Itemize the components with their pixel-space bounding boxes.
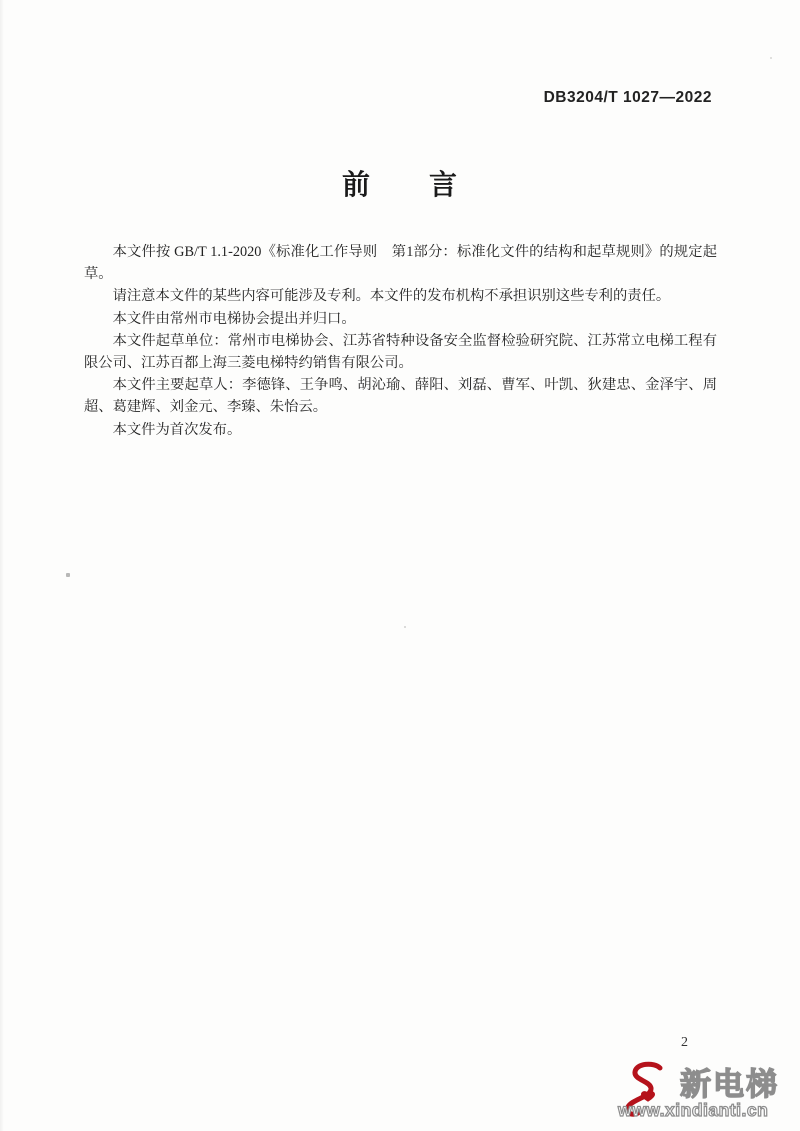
paragraph-drafting-rules: 本文件按 GB/T 1.1-2020《标准化工作导则 第1部分：标准化文件的结构和起草规则》的规定起草。 (84, 244, 717, 283)
standard-number: DB3204/T 1027—2022 (543, 89, 712, 106)
paragraph-drafting-units: 本文件起草单位：常州市电梯协会、江苏省特种设备安全监督检验研究院、江苏常立电梯工程有限公司、江苏百都上海三菱电梯特约销售有限公司。 (84, 332, 717, 372)
paragraph-first-release: 本文件为首次发布。 (112, 421, 242, 438)
scan-speck (770, 57, 772, 59)
paragraph-patent-notice: 请注意本文件的某些内容可能涉及专利。本文件的发布机构不承担识别这些专利的责任。 (112, 288, 671, 305)
page-title: 前 言 (341, 170, 458, 201)
page-number: 2 (681, 1035, 688, 1050)
scan-speck (404, 626, 406, 628)
paragraph-proposing-org: 本文件由常州市电梯协会提出并归口。 (112, 310, 356, 327)
paragraph-main-drafters: 本文件主要起草人：李德锋、王争鸣、胡沁瑜、薛阳、刘磊、曹军、叶凯、狄建忠、金泽宇、周超、葛建辉、刘金元、李臻、朱怡云。 (84, 377, 717, 416)
foreword-body (84, 241, 717, 441)
watermark-url-text: www.xindianti.cn (618, 1100, 769, 1120)
scan-speck (66, 573, 70, 577)
watermark-brand-text: 新电梯 (680, 1067, 779, 1102)
watermark (618, 1059, 798, 1121)
